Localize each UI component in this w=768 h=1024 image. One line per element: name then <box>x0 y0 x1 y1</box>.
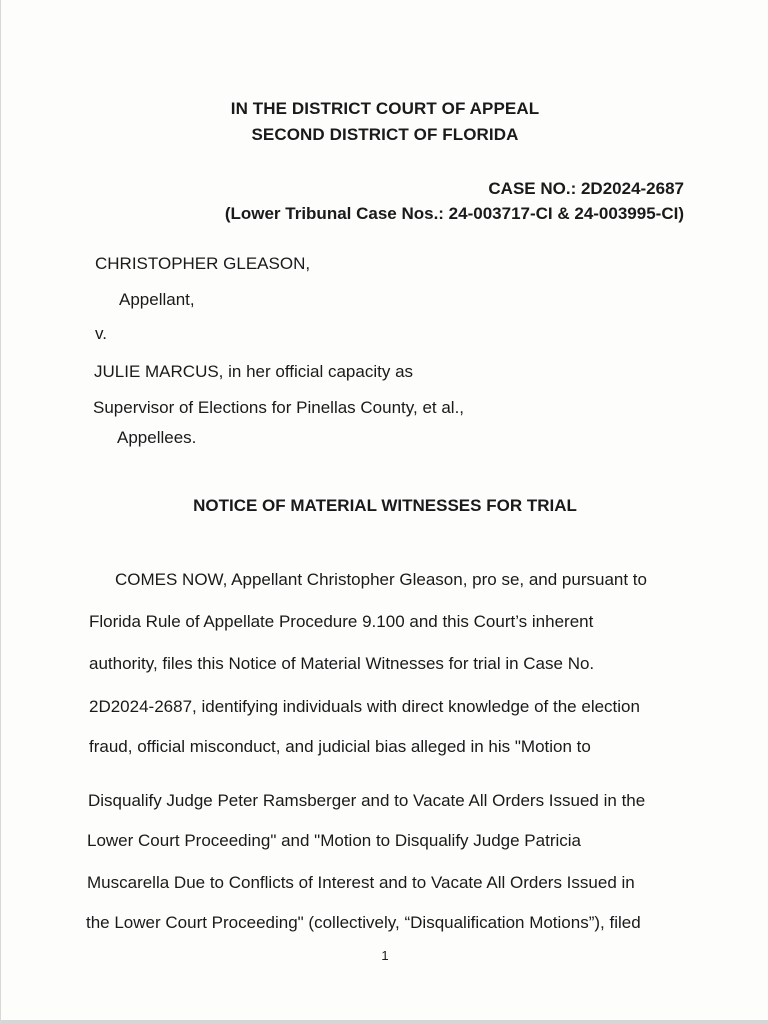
body-line: Lower Court Proceeding" and "Motion to Disqualify Judge Patricia <box>87 831 581 850</box>
body-line: COMES NOW, Appellant Christopher Gleason, pro se, and pursuant to <box>115 570 647 589</box>
case-number: CASE NO.: 2D2024-2687 <box>488 179 684 198</box>
appellant-name: CHRISTOPHER GLEASON, <box>95 254 311 273</box>
page-number: 1 <box>381 948 389 963</box>
lower-tribunal-case-numbers: (Lower Tribunal Case Nos.: 24-003717-CI & 24-003995-CI) <box>224 204 684 223</box>
body-line: Florida Rule of Appellate Procedure 9.100 and this Court’s inherent <box>89 612 594 631</box>
body-line: Muscarella Due to Conflicts of Interest and to Vacate All Orders Issued in <box>87 873 635 892</box>
court-heading <box>1 96 768 148</box>
appellee-role: Appellees. <box>117 428 197 447</box>
appellee-name-line-1: JULIE MARCUS, in her official capacity as <box>94 362 414 381</box>
page-bottom-edge <box>1 1020 768 1024</box>
versus-label: v. <box>95 324 107 343</box>
body-line: Disqualify Judge Peter Ramsberger and to Vacate All Orders Issued in the <box>88 791 646 810</box>
body-line: the Lower Court Proceeding" (collectively, “Disqualification Motions”), filed <box>86 913 641 932</box>
court-name-line-2: SECOND DISTRICT OF FLORIDA <box>251 125 519 144</box>
document-title: NOTICE OF MATERIAL WITNESSES FOR TRIAL <box>193 496 577 515</box>
body-line: fraud, official misconduct, and judicial bias alleged in his "Motion to <box>89 737 591 756</box>
appellee-name-line-2: Supervisor of Elections for Pinellas County, et al., <box>93 398 465 417</box>
body-line: authority, files this Notice of Material Witnesses for trial in Case No. <box>89 654 595 673</box>
appellant-role: Appellant, <box>119 290 195 309</box>
court-name-line-1: IN THE DISTRICT COURT OF APPEAL <box>230 99 540 118</box>
body-line: 2D2024-2687, identifying individuals with direct knowledge of the election <box>89 697 640 716</box>
case-number-block <box>225 176 684 226</box>
